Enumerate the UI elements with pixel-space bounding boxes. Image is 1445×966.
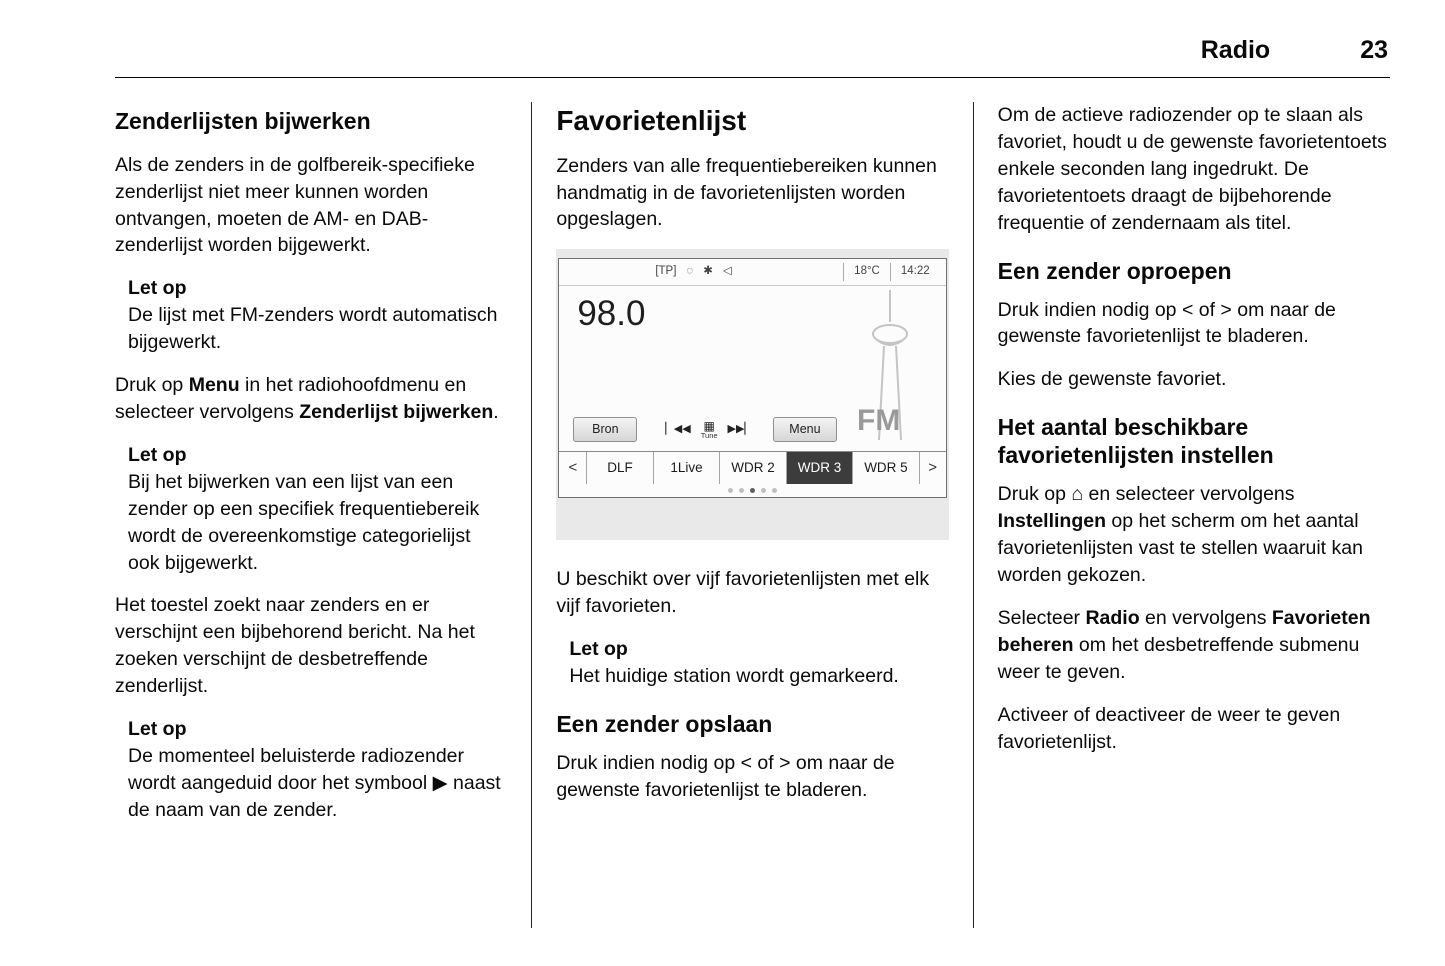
- fm-tower-graphic: [833, 288, 938, 446]
- note-block: [128, 716, 507, 824]
- note-block: [128, 275, 507, 356]
- status-bar: [559, 259, 945, 286]
- note-label: Let op: [569, 638, 628, 661]
- fm-label: FM: [856, 404, 900, 438]
- column-3: [973, 102, 1390, 928]
- section-heading-store-station: Een zender opslaan: [556, 710, 773, 737]
- paragraph: Druk indien nodig op < of > om naar de gewenste favorietenlijst te bladeren.: [997, 298, 1336, 348]
- clock-readout: 14:22: [890, 263, 940, 281]
- infotainment-display: [558, 258, 946, 498]
- section-heading-recall-station: Een zender oproepen: [997, 257, 1232, 284]
- section-heading-set-list-count: Het aantal beschikbare favorietenlijsten instellen: [997, 414, 1274, 469]
- transport-controls: [665, 420, 753, 440]
- tune-label: Tune: [700, 430, 718, 440]
- favourite-tab-1live: 1Live: [653, 452, 719, 484]
- page-header: [115, 28, 1390, 78]
- paragraph: Activeer of deactiveer de weer te geven favorietenlijst.: [997, 703, 1341, 753]
- paragraph: Als de zenders in de golfbereik-specifieke zenderlijst niet meer kunnen worden ontvangen, moeten de AM- en DAB-zenderlijst worden bijgewerkt.: [115, 153, 475, 257]
- paragraph: Druk op ⌂ en selecteer vervolgens Instellingen op het scherm om het aantal favorietenlijsten vast te stellen waaruit kan worden gekozen.: [997, 483, 1363, 587]
- status-right: [843, 263, 939, 281]
- content-columns: [115, 102, 1390, 928]
- frequency-readout: 98.0: [577, 294, 646, 334]
- paragraph: Druk op Menu in het radiohoofdmenu en selecteer vervolgens Zenderlijst bijwerken.: [115, 374, 499, 423]
- page-dot: [739, 488, 744, 493]
- note-block: [569, 636, 948, 690]
- page-dot: [761, 488, 766, 493]
- column-1: [115, 102, 507, 928]
- page-right-icon: >: [919, 452, 946, 484]
- page-number: 23: [1360, 36, 1388, 64]
- seek-forward-icon: ▶▶▏: [727, 423, 753, 436]
- temperature-readout: 18°C: [843, 263, 890, 281]
- page-dots: [559, 484, 945, 497]
- note-label: Let op: [128, 277, 187, 300]
- paragraph: U beschikt over vijf favorietenlijsten met elk vijf favorieten.: [556, 568, 930, 618]
- page-dot: [772, 488, 777, 493]
- favourite-tab-wdr2: WDR 2: [719, 452, 785, 484]
- note-label: Let op: [128, 718, 187, 741]
- tune-grid-glyph: ▦: [703, 418, 715, 433]
- page-dot: [728, 488, 733, 493]
- source-button: Bron: [573, 417, 637, 442]
- favourite-tab-dlf: DLF: [586, 452, 652, 484]
- paragraph: Kies de gewenste favoriet.: [997, 368, 1227, 391]
- section-heading-favourites-list: Favorietenlijst: [556, 105, 747, 136]
- radio-display-figure: [556, 249, 948, 540]
- note-text: Het huidige station wordt gemarkeerd.: [569, 665, 899, 688]
- note-text: Bij het bijwerken van een lijst van een zender op een specifiek frequentiebereik wordt de overeenkomstige categorielijst ook bijgewerkt.: [128, 470, 480, 574]
- paragraph: Selecteer Radio en vervolgens Favorieten beheren om het desbetreffende submenu weer te geven.: [997, 607, 1371, 683]
- column-2: [531, 102, 948, 928]
- rds-icon: ◌: [686, 265, 694, 278]
- note-text: De lijst met FM-zenders wordt automatisch bijgewerkt.: [128, 304, 498, 354]
- paragraph: Zenders van alle frequentiebereiken kunnen handmatig in de favorietenlijsten worden opgeslagen.: [556, 154, 937, 231]
- menu-button: Menu: [773, 417, 837, 442]
- seek-back-icon: ▏◀◀: [665, 423, 691, 436]
- home-icon: ⌂: [1071, 483, 1084, 506]
- favourite-tab-wdr5: WDR 5: [852, 452, 918, 484]
- favourite-tab-wdr3-selected: WDR 3: [786, 452, 852, 484]
- paragraph: Om de actieve radiozender op te slaan als favoriet, houdt u de gewenste favorietentoets enkele seconden lang ingedrukt. De favorietentoets draagt de bijbehorende frequentie of zendernaam als titel.: [997, 104, 1387, 234]
- tune-icon: [701, 420, 718, 440]
- note-label: Let op: [128, 443, 187, 466]
- mute-icon: ◁: [722, 265, 732, 278]
- status-icons: [655, 264, 731, 280]
- chapter-title: Radio: [1200, 36, 1271, 64]
- paragraph: Het toestel zoekt naar zenders en er verschijnt een bijbehorend bericht. Na het zoeken verschijnt de desbetreffende zenderlijst.: [115, 594, 475, 698]
- section-heading-update-lists: Zenderlijsten bijwerken: [115, 108, 371, 134]
- favourites-tab-bar: [559, 451, 945, 484]
- note-text: De momenteel beluisterde radiozender wordt aangeduid door het symbool ▶ naast de naam van de zender.: [128, 744, 501, 821]
- note-block: [128, 442, 507, 577]
- page-left-icon: <: [568, 459, 578, 476]
- tp-icon: [TP]: [655, 265, 677, 278]
- bluetooth-icon: ✱: [703, 265, 713, 278]
- page-dot-active: [750, 488, 755, 493]
- paragraph: Druk indien nodig op < of > om naar de gewenste favorietenlijst te bladeren.: [556, 752, 895, 801]
